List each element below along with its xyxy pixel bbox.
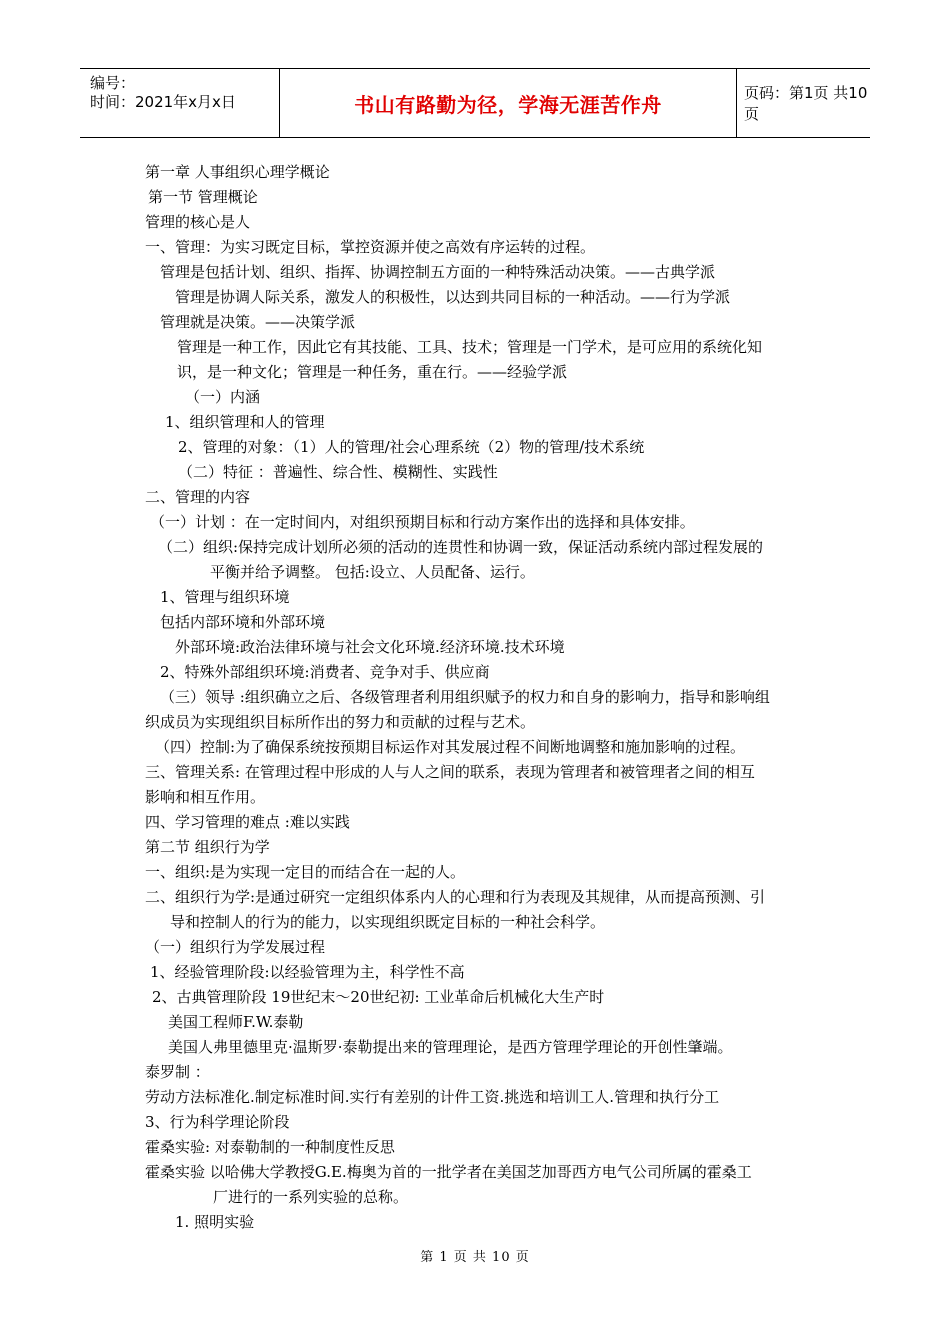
text-line: 1、组织管理和人的管理: [165, 413, 325, 431]
text-line: 包括内部环境和外部环境: [160, 613, 326, 631]
text-line: 平衡并给予调整。 包括:设立、人员配备、运行。: [210, 563, 535, 581]
text-line: 霍桑实验 以哈佛大学教授G.E.梅奥为首的一批学者在美国芝加哥西方电气公司所属的霍桑工: [145, 1163, 752, 1181]
text-line: 2、特殊外部组织环境:消费者、竞争对手、供应商: [160, 663, 490, 681]
doc-time-label: 时间：2021年x月x日: [90, 93, 236, 111]
text-line: 四、学习管理的难点 :难以实践: [145, 813, 350, 831]
text-line: 织成员为实现组织目标所作出的努力和贡献的过程与艺术。: [145, 713, 536, 731]
page-footer: 第 1 页 共 10 页: [420, 1250, 530, 1265]
text-line: 3、行为科学理论阶段: [145, 1113, 290, 1131]
text-line: 影响和相互作用。: [145, 788, 266, 806]
text-line: 劳动方法标准化.制定标准时间.实行有差别的计件工资.挑选和培训工人.管理和执行分工: [145, 1088, 720, 1106]
text-line: （二）特征 ：普遍性、综合性、模糊性、实践性: [178, 463, 498, 481]
text-line: 二、组织行为学:是通过研究一定组织体系内人的心理和行为表现及其规律，从而提高预测、引: [145, 888, 766, 906]
header-table: [80, 68, 870, 138]
text-line: 1、经验管理阶段:以经验管理为主，科学性不高: [150, 963, 465, 981]
text-line: （二）组织:保持完成计划所必须的活动的连贯性和协调一致，保证活动系统内部过程发展的: [158, 538, 764, 556]
motto-text: 书山有路勤为径，学海无涯苦作舟: [354, 92, 662, 117]
text-line: 1. 照明实验: [175, 1213, 255, 1231]
text-line: 2、古典管理阶段 19世纪末～20世纪初: 工业革命后机械化大生产时: [152, 988, 605, 1006]
text-line: （一）组织行为学发展过程: [145, 938, 326, 956]
text-line: 泰罗制 ：: [145, 1063, 210, 1081]
text-line: （四）控制:为了确保系统按预期目标运作对其发展过程不间断地调整和施加影响的过程。: [155, 738, 746, 756]
text-line: 管理是协调人际关系，激发人的积极性，以达到共同目标的一种活动。——行为学派: [175, 288, 731, 306]
text-line: 二、管理的内容: [145, 488, 251, 506]
text-line: 霍桑实验: 对泰勒制的一种制度性反思: [145, 1138, 395, 1156]
text-line: （一）内涵: [185, 388, 261, 406]
text-line: （一）计划 ：在一定时间内，对组织预期目标和行动方案作出的选择和具体安排。: [150, 513, 695, 531]
text-line: 2、管理的对象：（1）人的管理/社会心理系统（2）物的管理/技术系统: [178, 438, 645, 456]
text-line: 美国工程师F.W.泰勒: [168, 1013, 304, 1031]
text-line: 一、管理：为实习既定目标，掌控资源并使之高效有序运转的过程。: [145, 238, 596, 256]
text-line: 外部环境:政治法律环境与社会文化环境.经济环境.技术环境: [175, 638, 565, 656]
text-line: （三）领导 :组织确立之后、各级管理者利用组织赋予的权力和自身的影响力，指导和影响组: [160, 688, 770, 706]
header-motto-cell: [279, 69, 737, 137]
text-line: 美国人弗里德里克·温斯罗·泰勒提出来的管理理论，是西方管理学理论的开创性肇端。: [168, 1038, 733, 1056]
section-title: 第一节 管理概论: [148, 188, 258, 206]
text-line: 管理是一种工作，因此它有其技能、工具、技术；管理是一门学术，是可应用的系统化知: [177, 338, 763, 356]
header-left-cell: [80, 69, 279, 137]
text-line: 一、组织:是为实现一定目的而结合在一起的人。: [145, 863, 466, 881]
section-title: 第二节 组织行为学: [145, 838, 270, 856]
text-line: 管理就是决策。——决策学派: [160, 313, 356, 331]
doc-code-label: 编号：: [90, 74, 136, 92]
text-line: 三、管理关系: 在管理过程中形成的人与人之间的联系，表现为管理者和被管理者之间的相互: [145, 763, 755, 781]
text-line: 厂进行的一系列实验的总称。: [213, 1188, 409, 1206]
text-line: 1、管理与组织环境: [160, 588, 290, 606]
header-page-cell: [736, 69, 878, 137]
text-line: 导和控制人的行为的能力，以实现组织既定目标的一种社会科学。: [170, 913, 606, 931]
page-info: 页码：第1页 共10页: [744, 84, 868, 123]
text-line: 识，是一种文化；管理是一种任务，重在行。——经验学派: [177, 363, 568, 381]
chapter-title: 第一章 人事组织心理学概论: [145, 163, 330, 181]
text-line: 管理是包括计划、组织、指挥、协调控制五方面的一种特殊活动决策。——古典学派: [160, 263, 716, 281]
text-line: 管理的核心是人: [145, 213, 251, 231]
